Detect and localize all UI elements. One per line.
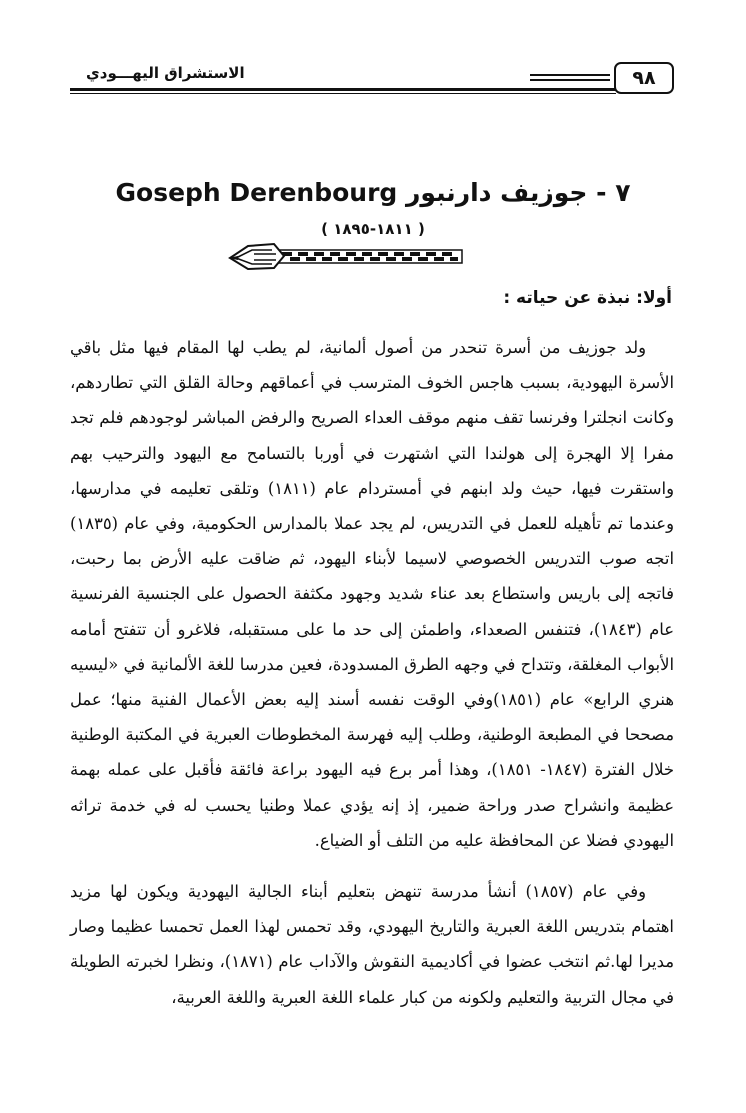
section-heading: أولا: نبذة عن حياته : [503,288,672,308]
page-number: ٩٨ [614,62,674,94]
chapter-dates: ( ١٨١١-١٨٩٥ ) [321,220,425,238]
running-title: الاستشراق اليهـــودي [80,64,251,82]
chapter-title [0,178,746,207]
header-rule-accent [530,74,610,82]
chapter-title-arabic: ٧ - جوزيف دارنبور [406,178,631,207]
body-text [70,330,674,1015]
header-rule [70,88,616,91]
running-header [70,62,674,98]
paragraph: وفي عام (١٨٥٧) أنشأ مدرسة تنهض بتعليم أبناء الجالية اليهودية ويكون لها مزيد اهتمام بتدريس اللغة العبرية والتاريخ اليهودي، وقد تحمس لهذا العمل تحمسا عظيما وصار مديرا لها.ثم انتخب عضوا في أكاديمية النقوش والآداب عام (١٨٧١)، ونظرا لخبرته الطويلة في مجال التربية والتعليم ولكونه من كبار علماء اللغة العبرية واللغة العربية، [70,882,674,1007]
chapter-title-latin: Goseph Derenbourg [115,178,398,207]
paragraph: ولد جوزيف من أسرة تنحدر من أصول ألمانية، لم يطب لها المقام فيها مثل باقي الأسرة اليهودية، بسبب هاجس الخوف المترسب في أعماقهم وحالة القلق التي تطاردهم، وكانت انجلترا وفرنسا تقف منهم موقف العداء الصريح والرفض المباشر لوجودهم فلم تجد مفرا إلا الهجرة إلى هولندا التي اشتهرت في أوربا بالتسامح مع اليهود والترحيب بهم واستقرت فيها، حيث ولد ابنهم في أمستردام عام (١٨١١) وتلقى تعليمه في مدارسها، وعندما تم تأهيله للعمل في التدريس، لم يجد عملا بالمدارس الحكومية، وفي عام (١٨٣٥) اتجه صوب التدريس الخصوصي لاسيما لأبناء اليهود، ثم ضاقت عليه الأرض بما رحبت، فاتجه إلى باريس واستطاع بعد عناء شديد وجهود مكثفة الحصول على الجنسية الفرنسية عام (١٨٤٣)، فتنفس الصعداء، واطمئن إلى حد ما على مستقبله، فلاغرو أن تتفتح أمامه الأبواب المغلقة، وتتداح في وجهه الطرق المسدودة، فعين مدرسا للغة الألمانية في «ليسيه هنري الرابع» عام (١٨٥١)وفي الوقت نفسه أسند إليه بعض الأعمال الفنية منها؛ عمل مصححا في المطبعة الوطنية، وطلب إليه فهرسة المخطوطات العبرية في المكتبة الوطنية خلال الفترة (١٨٤٧- ١٨٥١)، وهذا أمر برع فيه اليهود براعة فائقة فأقبل على عمله بهمة عظيمة وانشراح صدر وراحة ضمير، إذ إنه يؤدي عملا وطنيا يحسب له في خدمة تراثه اليهودي فضلا عن المحافظة عليه من التلف أو الضياع. [70,338,675,850]
header-rule-thin [70,93,616,94]
pen-nib-ornament-icon [226,238,470,274]
